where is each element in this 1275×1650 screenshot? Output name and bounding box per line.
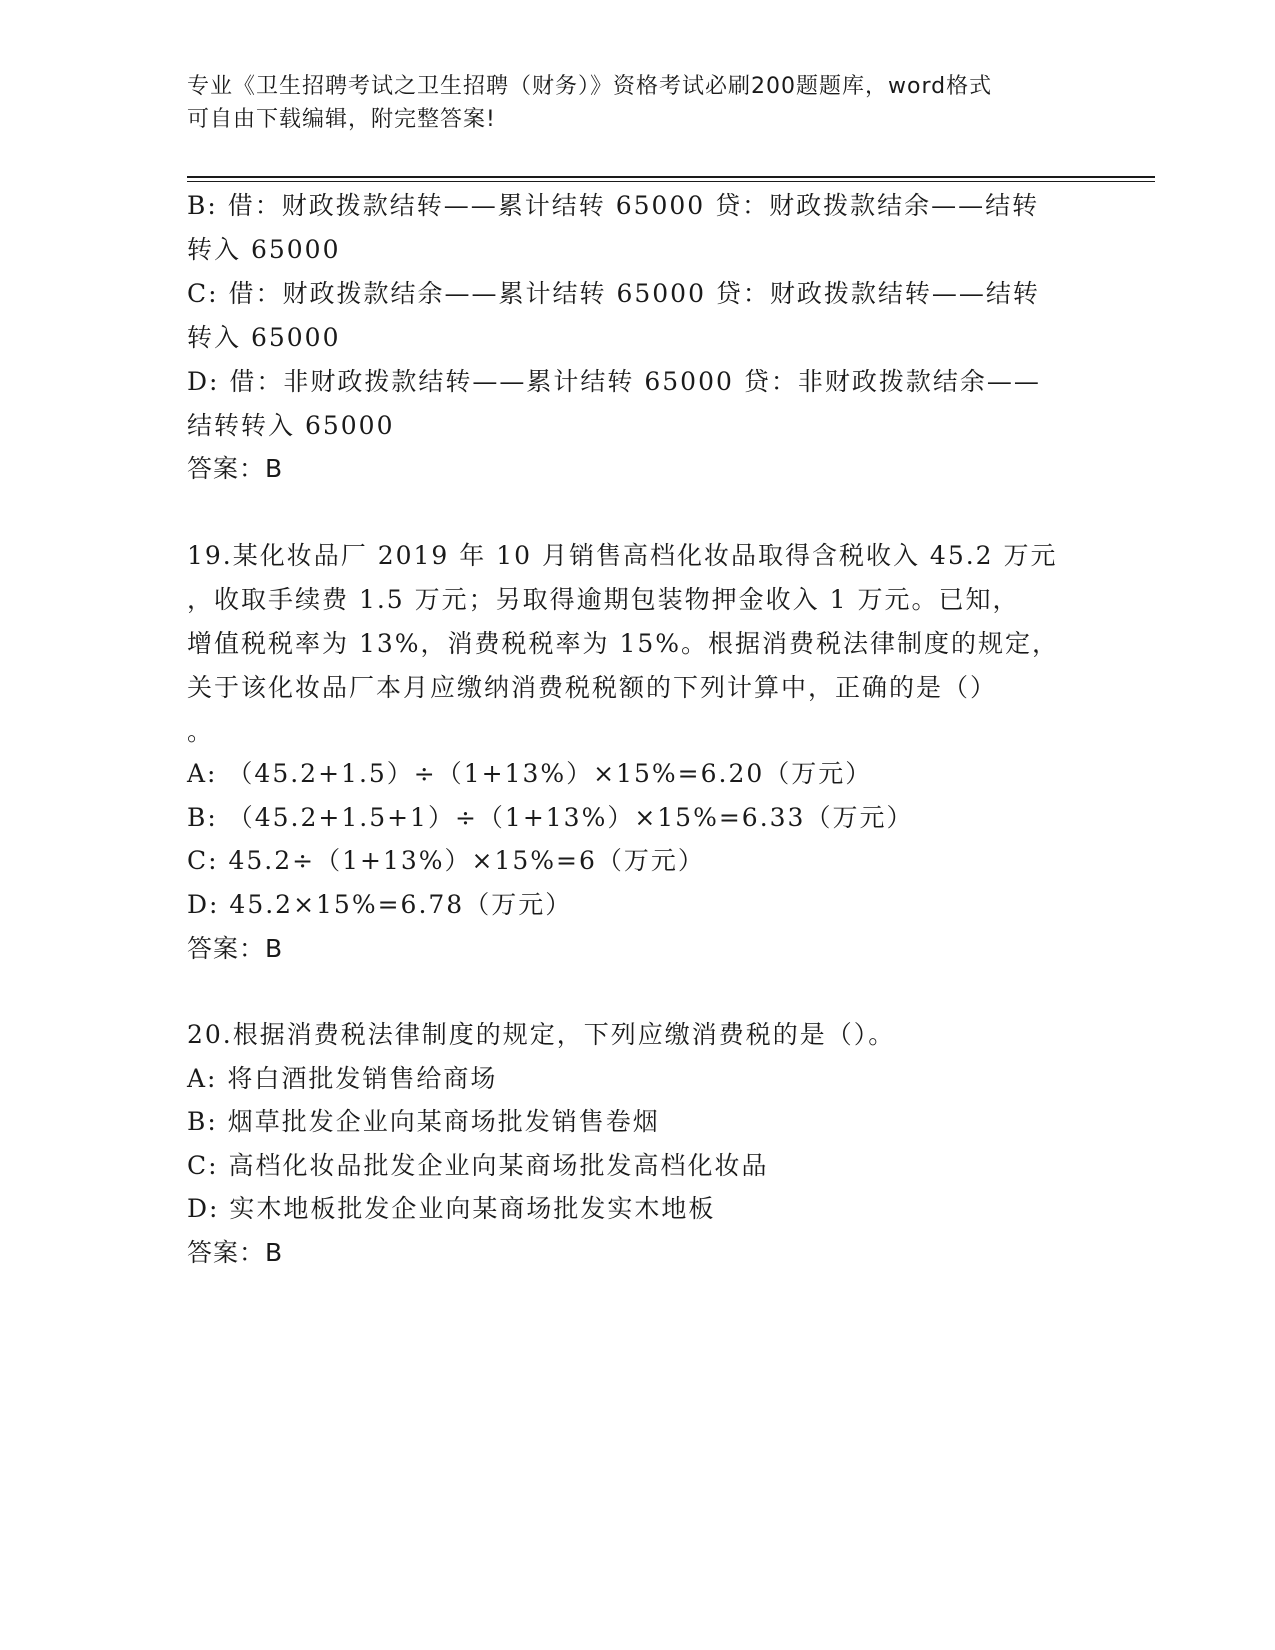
q19-stem-line-1: 19.某化妆品厂 2019 年 10 月销售高档化妆品取得含税收入 45.2 万元 <box>187 541 1058 570</box>
q20-option-d: D: 实木地板批发企业向某商场批发实木地板 <box>187 1194 716 1223</box>
q20-option-a: A: 将白酒批发销售给商场 <box>187 1064 498 1093</box>
q20-option-c: C: 高档化妆品批发企业向某商场批发高档化妆品 <box>187 1151 769 1180</box>
q18-option-b-line-2: 转入 65000 <box>187 235 341 264</box>
header-rule-thin <box>187 181 1155 182</box>
q19-answer: 答案：B <box>187 934 284 963</box>
q20-answer: 答案：B <box>187 1238 284 1267</box>
header-title-line-2: 可自由下载编辑，附完整答案! <box>187 107 496 132</box>
q19-stem-line-4: 关于该化妆品厂本月应缴纳消费税税额的下列计算中，正确的是（） <box>187 673 998 702</box>
q19-option-d: D: 45.2×15%=6.78（万元） <box>187 890 573 919</box>
document-header <box>187 70 1067 136</box>
q20-option-b: B: 烟草批发企业向某商场批发销售卷烟 <box>187 1107 660 1136</box>
q19-option-b: B: （45.2+1.5+1）÷（1+13%）×15%=6.33（万元） <box>187 803 914 832</box>
header-rule-thick <box>187 176 1155 178</box>
q19-stem-line-5: 。 <box>187 717 215 746</box>
q18-option-b-line-1: B: 借：财政拨款结转——累计结转 65000 贷：财政拨款结余——结转 <box>187 191 1040 220</box>
q18-option-c-line-2: 转入 65000 <box>187 323 341 352</box>
q19-stem-line-3: 增值税税率为 13%，消费税税率为 15%。根据消费税法律制度的规定， <box>187 629 1060 658</box>
q20-stem: 20.根据消费税法律制度的规定，下列应缴消费税的是（）。 <box>187 1020 896 1049</box>
q18-option-c-line-1: C: 借：财政拨款结余——累计结转 65000 贷：财政拨款结转——结转 <box>187 279 1040 308</box>
q18-option-d-line-2: 结转转入 65000 <box>187 411 395 440</box>
q19-option-c: C: 45.2÷（1+13%）×15%=6（万元） <box>187 846 705 875</box>
q18-option-d-line-1: D: 借：非财政拨款结转——累计结转 65000 贷：非财政拨款结余—— <box>187 367 1041 396</box>
q18-answer: 答案：B <box>187 454 284 483</box>
q19-option-a: A: （45.2+1.5）÷（1+13%）×15%=6.20（万元） <box>187 759 873 788</box>
q19-stem-line-2: ，收取手续费 1.5 万元；另取得逾期包装物押金收入 1 万元。已知， <box>187 585 1020 614</box>
header-title-line-1: 专业《卫生招聘考试之卫生招聘（财务）》资格考试必刷200题题库，word格式 <box>187 74 993 99</box>
